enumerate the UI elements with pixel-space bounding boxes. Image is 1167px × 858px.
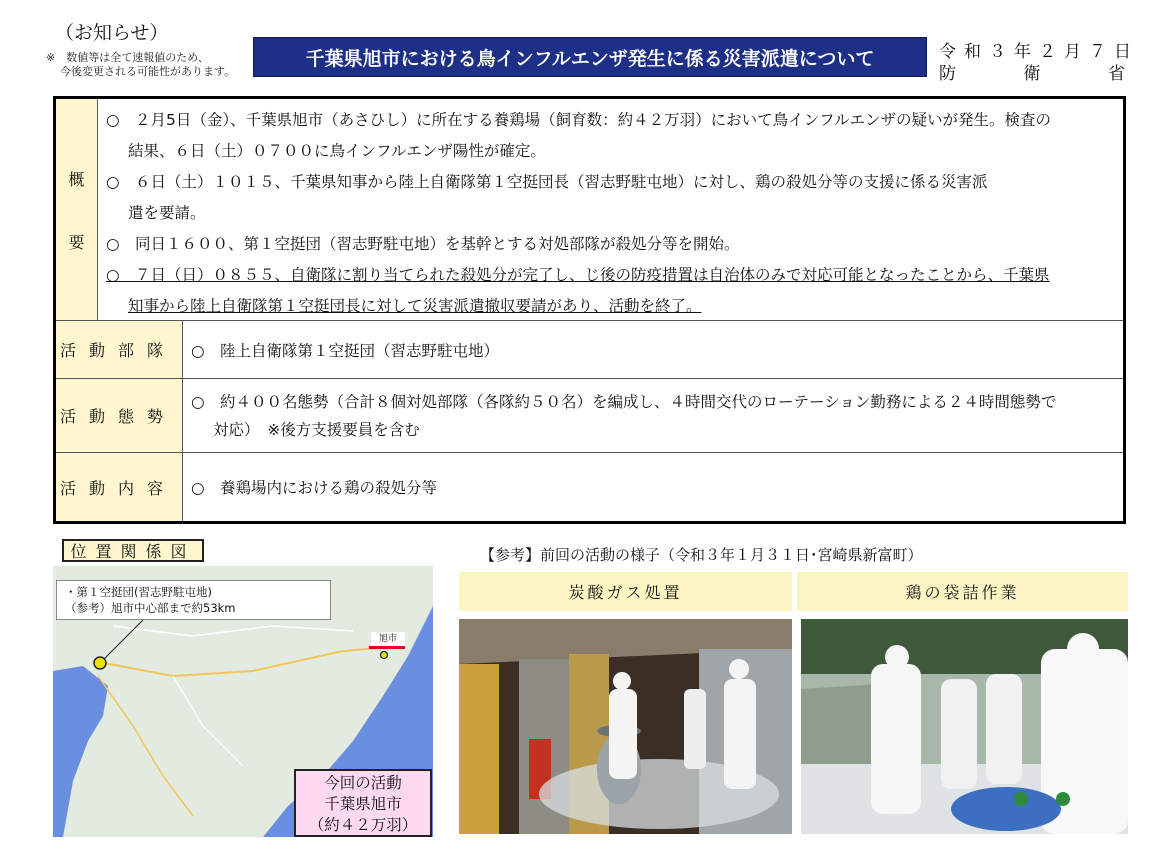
map-note-line1: ・第１空挺団(習志野駐屯地) <box>65 585 212 599</box>
provisional-note <box>46 51 235 79</box>
overview-label-char: 要 <box>68 232 85 252</box>
activity-unit-label: 活動部隊 <box>56 321 183 378</box>
location-map <box>53 566 433 837</box>
summary-table <box>53 96 1126 524</box>
asahi-map-label: 旭市 <box>371 632 405 646</box>
provisional-note-line1: ※ 数値等は全て速報値のため、 <box>46 51 209 64</box>
overview-label <box>56 99 98 320</box>
overview-line: 遣を要請。 <box>128 204 206 222</box>
current-activity-line3: （約４２万羽） <box>308 816 418 834</box>
overview-line-underlined: 知事から陸上自衛隊第１空挺団長に対して災害派遣撤収要請があり、活動を終了。 <box>128 297 702 315</box>
photo-caption-co2: 炭酸ガス処置 <box>459 572 792 611</box>
current-activity-box <box>294 769 432 837</box>
activity-content-text: ○ 養鶏場内における鶏の殺処分等 <box>191 479 438 497</box>
activity-posture-line2: 対応） ※後方支援要員を含む <box>213 420 420 439</box>
overview-line: ○ ６日（土）１０１５、千葉県知事から陸上自衛隊第１空挺団長（習志野駐屯地）に対し、鶏の殺処分等の支援に係る災害派 <box>106 173 988 191</box>
activity-unit-text: ○ 陸上自衛隊第１空挺団（習志野駐屯地） <box>191 341 500 360</box>
ministry-char: 防 <box>939 64 956 84</box>
map-note <box>56 580 331 620</box>
activity-content-label: 活動内容 <box>56 453 183 521</box>
location-map-title: 位置関係図 <box>62 539 204 562</box>
activity-posture-content <box>183 379 1123 452</box>
current-activity-line2: 千葉県旭市 <box>324 795 402 813</box>
activity-posture-row <box>56 379 1123 453</box>
provisional-note-line2: 今後変更される可能性があります。 <box>60 65 236 78</box>
activity-content-row <box>56 453 1123 521</box>
ministry-name <box>939 59 1125 84</box>
current-activity-line1: 今回の活動 <box>324 774 402 792</box>
activity-posture-label: 活動態勢 <box>56 379 183 452</box>
overview-line: ○ 同日１６００、第１空挺団（習志野駐屯地）を基幹とする対処部隊が殺処分等を開始。 <box>106 235 740 253</box>
photo-caption-bagging: 鶏の袋詰作業 <box>797 572 1128 611</box>
overview-line-underlined: ○ ７日（日）０８５５、自衛隊に割り当てられた殺処分が完了し、じ後の防疫措置は自治体のみで対応可能となったことから、千葉県 <box>106 266 1050 284</box>
notice-heading: （お知らせ） <box>55 22 169 44</box>
overview-line: ○ ２月5日（金）、千葉県旭市（あさひし）に所在する養鶏場（飼育数：約４２万羽）において鳥インフルエンザの疑いが発生。検査の <box>106 111 1052 129</box>
overview-content <box>98 99 1123 320</box>
overview-label-char: 概 <box>68 169 85 189</box>
issue-date: 令和３年２月７日 <box>939 42 1139 62</box>
ministry-char: 省 <box>1108 64 1125 84</box>
reference-title: 【参考】前回の活動の様子（令和３年１月３１日･宮崎県新富町） <box>480 546 923 564</box>
ministry-char: 衛 <box>1023 64 1041 84</box>
page-title: 千葉県旭市における鳥インフルエンザ発生に係る災害派遣について <box>253 37 927 77</box>
overview-line: 結果、６日（土）０７００に鳥インフルエンザ陽性が確定。 <box>128 142 546 160</box>
co2-treatment-photo <box>459 619 792 834</box>
overview-row <box>56 99 1123 321</box>
map-note-line2: （参考）旭市中心部まで約53km <box>65 601 236 615</box>
asahi-marker-icon <box>381 652 388 659</box>
narashino-marker-icon <box>94 657 106 669</box>
activity-unit-row <box>56 321 1123 379</box>
bagging-work-photo <box>801 619 1128 834</box>
activity-posture-line1: ○ 約４００名態勢（合計８個対処部隊（各隊約５０名）を編成し、４時間交代のローテーション勤務による２４時間態勢で <box>191 392 1057 411</box>
